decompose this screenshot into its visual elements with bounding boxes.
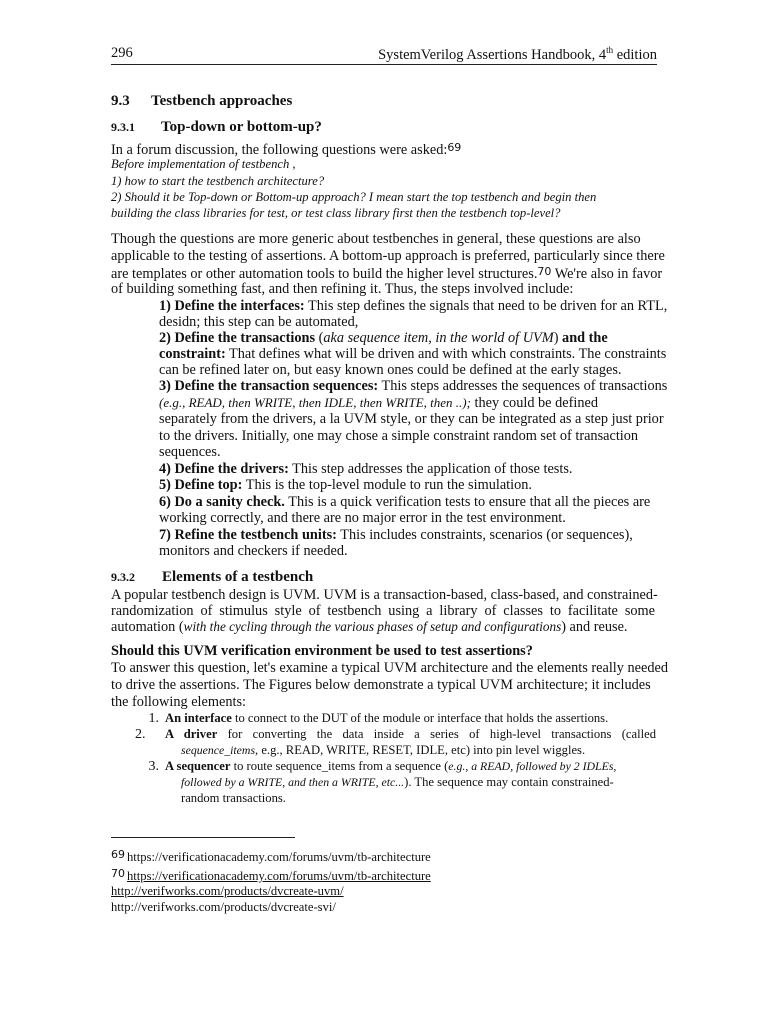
footnote-69	[111, 847, 431, 865]
subsection-number: 9.3.1	[111, 120, 135, 134]
paragraph-text: ) and reuse.	[561, 619, 628, 635]
quote-text: building the class libraries for test, or test class library first then the testbench top-level?	[111, 206, 561, 220]
paragraph-text: are templates or other automation tools to build the higher level structures.	[111, 266, 538, 282]
paragraph-line: to drive the assertions. The Figures below demonstrate a typical UVM architecture; it includes	[111, 677, 651, 693]
step-text: That defines what will be driven and with which constraints. The constraints	[225, 346, 667, 362]
step-text: This steps addresses the sequences of transactions	[378, 378, 668, 394]
list-number: 1.	[148, 711, 159, 726]
paragraph-line	[111, 140, 461, 159]
quote-text: 1) how to start the testbench architecture?	[111, 174, 325, 188]
subsection-number: 9.3.2	[111, 570, 135, 584]
bold-question	[111, 643, 533, 660]
footnote-ref: 69	[447, 141, 462, 154]
book-title-edition: edition	[613, 46, 657, 63]
subsection-title: Elements of a testbench	[162, 569, 314, 585]
page-number: 296	[111, 45, 133, 61]
list-item	[135, 759, 616, 774]
section-heading	[111, 93, 292, 110]
step-label: and the	[558, 330, 608, 346]
step-text: )	[553, 330, 559, 346]
step-label: 5) Define top:	[159, 477, 243, 493]
footnote-link[interactable]: http://verifworks.com/products/dvcreate-uvm/	[111, 884, 344, 898]
paragraph-line: randomization of stimulus style of testbench using a library of classes to facilitate some	[111, 603, 655, 619]
list-text: ). The sequence may contain constrained-	[404, 775, 614, 789]
paragraph-line: applicable to the testing of assertions. A bottom-up approach is preferred, particularly since there	[111, 248, 665, 264]
quote-text: 2) Should it be Top-down or Bottom-up approach? I mean start the top testbench and begin then	[111, 190, 597, 204]
list-italic: e.g., a READ, followed by 2 IDLEs,	[448, 759, 617, 773]
footnote-mark: 69	[111, 848, 125, 861]
step-label: 3) Define the transaction sequences:	[159, 378, 379, 394]
book-title-superscript: th	[606, 45, 614, 55]
section-title: Testbench approaches	[151, 93, 293, 109]
list-label: A sequencer	[165, 759, 231, 773]
subsection-heading-1	[111, 119, 322, 136]
step-label: 7) Refine the testbench units:	[159, 527, 337, 543]
step-6-cont: working correctly, and there are no major error in the test environment.	[159, 510, 566, 526]
footnote-rule	[111, 837, 295, 838]
footnote-mark: 70	[111, 867, 125, 880]
list-text: to route sequence_items from a sequence (	[230, 759, 449, 773]
footnote-ref: 70	[537, 265, 552, 278]
list-label: An interface	[165, 711, 232, 725]
question-text: Should this UVM verification environment be used to test assertions?	[111, 643, 533, 659]
list-italic: followed by a WRITE, and then a WRITE, etc...	[181, 775, 405, 789]
footnote-link[interactable]: https://verificationacademy.com/forums/uvm/tb-architecture	[127, 850, 431, 864]
paragraph-line	[111, 264, 662, 283]
step-3-cont: separately from the drivers, a la UVM style, or they can be integrated as a step just prior	[159, 411, 664, 427]
quote-line	[111, 157, 296, 172]
step-7-cont: monitors and checkers if needed.	[159, 543, 348, 559]
book-title	[378, 45, 657, 64]
step-label: 2) Define the transactions	[159, 330, 316, 346]
step-1	[159, 298, 667, 315]
step-text: This step addresses the application of those tests.	[288, 461, 573, 477]
list-item	[135, 711, 608, 726]
quote-line	[111, 206, 560, 221]
step-6	[159, 494, 650, 511]
footnote-link[interactable]: https://verificationacademy.com/forums/uvm/tb-architecture	[127, 869, 431, 883]
list-label: A driver	[165, 727, 218, 741]
quote-line	[111, 190, 596, 205]
paragraph-line: A popular testbench design is UVM. UVM is a transaction-based, class-based, and constrained-	[111, 587, 658, 603]
step-italic: aka sequence item, in the world of UVM	[323, 330, 554, 346]
step-4	[159, 461, 572, 478]
quote-text: Before implementation of testbench ,	[111, 157, 296, 171]
step-1-cont: desidn; this step can be automated,	[159, 314, 359, 330]
step-text: (	[315, 330, 324, 346]
footnote-line	[111, 899, 336, 915]
footnote-link[interactable]: http://verifworks.com/products/dvcreate-svi/	[111, 900, 336, 914]
step-label: 6) Do a sanity check.	[159, 494, 285, 510]
step-2-cont: can be refined later on, but easy known ones could be defined at the early stages.	[159, 362, 622, 378]
paragraph-text: We're also in favor	[551, 266, 663, 282]
footnote-70	[111, 866, 431, 884]
step-label: constraint:	[159, 346, 226, 362]
step-5	[159, 477, 532, 494]
book-title-main: SystemVerilog Assertions Handbook, 4	[378, 46, 607, 63]
list-item-cont	[181, 743, 585, 758]
step-text: This is the top-level module to run the simulation.	[242, 477, 533, 493]
paragraph-line: the following elements:	[111, 694, 246, 710]
list-item	[135, 727, 656, 742]
paragraph-text: automation (	[111, 619, 184, 635]
list-text: for converting the data inside a series of high-level transactions (called	[217, 727, 656, 741]
step-2	[159, 330, 608, 347]
step-text: This includes constraints, scenarios (or sequences),	[336, 527, 633, 543]
paragraph-line: To answer this question, let's examine a typical UVM architecture and the elements really needed	[111, 660, 668, 676]
list-text: , e.g., READ, WRITE, RESET, IDLE, etc) into pin level wiggles.	[255, 743, 586, 757]
running-header	[111, 44, 657, 65]
section-number: 9.3	[111, 93, 130, 109]
step-text: they could be defined	[470, 395, 598, 411]
quote-line	[111, 174, 324, 189]
paragraph-line	[111, 619, 628, 636]
list-item-cont: random transactions.	[181, 791, 286, 805]
step-text: This step defines the signals that need to be driven for an RTL,	[304, 298, 668, 314]
step-text: This is a quick verification tests to ensure that all the pieces are	[284, 494, 651, 510]
step-3-cont: to the drivers. Initially, one may chose a simple constraint random set of transaction	[159, 428, 639, 444]
subsection-title: Top-down or bottom-up?	[161, 119, 322, 135]
subsection-heading-2	[111, 569, 313, 586]
list-number: 3.	[148, 759, 159, 774]
step-italic: (e.g., READ, then WRITE, then IDLE, then WRITE, then ..);	[159, 395, 471, 410]
list-text: to connect to the DUT of the module or interface that holds the assertions.	[231, 711, 609, 725]
step-label: 4) Define the drivers:	[159, 461, 289, 477]
step-2-cont	[159, 346, 666, 363]
footnote-line	[111, 883, 344, 899]
list-item-cont	[181, 775, 614, 790]
list-italic: sequence_items	[181, 743, 256, 757]
intro-text: In a forum discussion, the following questions were asked:	[111, 142, 448, 158]
paragraph-line: of building something fast, and then refining it. Thus, the steps involved include:	[111, 281, 574, 297]
step-label: 1) Define the interfaces:	[159, 298, 305, 314]
list-number: 2.	[135, 727, 146, 742]
paragraph-line: Though the questions are more generic about testbenches in general, these questions are also	[111, 231, 641, 247]
paragraph-italic: with the cycling through the various phases of setup and configurations	[183, 619, 562, 634]
step-7	[159, 527, 633, 544]
step-3-cont	[159, 395, 598, 412]
step-3-cont: sequences.	[159, 444, 221, 460]
step-3	[159, 378, 667, 395]
